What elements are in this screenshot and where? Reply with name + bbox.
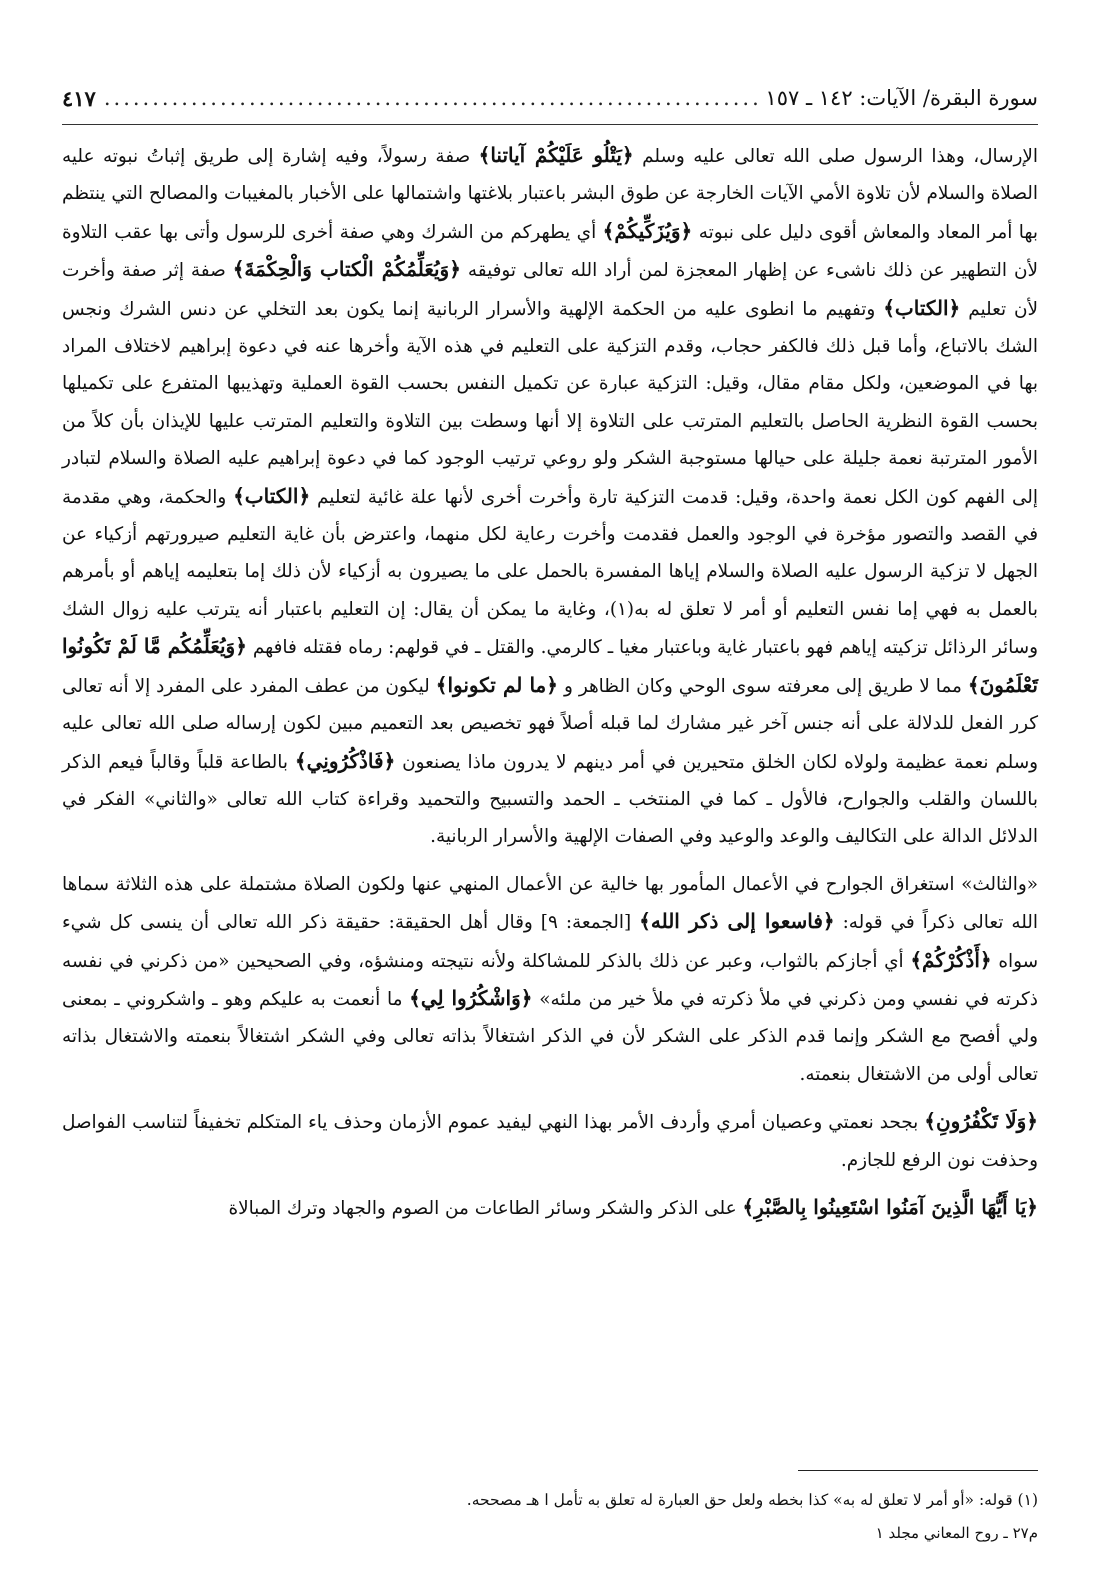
footnote-area [62,1470,1038,1515]
quran-quote: ﴿وَلَا تَكْفُرُونِ﴾ [924,1109,1038,1134]
header-rule [62,124,1038,125]
text-segment: أي أجازكم بالثواب، وعبر عن ذلك بالذكر للمشاكلة ولأنه نتيجته ومنشؤه، وفي الصحيحين «من ذكرني في نفسه ذكرته في نفسي ومن ذكرني في ملأ ذكرته في ملأ خير من ملئه» [62,950,1038,1010]
text-segment: على الذكر والشكر وسائر الطاعات من الصوم والجهاد وترك المبالاة [228,1197,743,1219]
text-segment: بجحد نعمتي وعصيان أمري وأردف الأمر بهذا النهي ليفيد عموم الأزمان وحذف ياء المتكلم تخفيفاً لتناسب الفواصل وحذفت نون الرفع للجازم. [62,1112,1038,1171]
text-segment: والحكمة، وهي مقدمة في القصد والتصور مؤخرة في الوجود والعمل فقدمت وأخرت رعاية لكل منهما، واعترض بأن غاية التعليم صيرورتهم أزكياء عن الجهل لا تزكية الرسول عليه الصلاة والسلام إياها المفسرة بالحمل على ما يصيرون به أزكياء لأن ذلك إما بتعليمه إياهم أو بأمرهم بالعمل به فهي إما نفس التعليم أو أمر لا تعلق له به(١)، وغاية ما يمكن أن يقال: إن التعليم باعتبار أنه يترتب عليه زوال الشك وسائر الرذائل تزكيته إياهم فهو باعتبار غاية وباعتبار مغيا ـ كالرمي. والقتل ـ في قولهم: رماه فقتله فافهم [62,486,1038,659]
text-segment: «والثالث» استغراق الجوارح في الأعمال المأمور بها خالية عن الأعمال المنهي عنها ولكون الصلاة مشتملة على هذه الثلاثة سماها الله تعالى ذكراً في قوله: [62,873,1038,934]
quran-quote: ﴿ما لم تكونوا﴾ [435,672,558,697]
footnote: (١) قوله: «أو أمر لا تعلق له به» كذا بخطه ولعل حق العبارة له تعلق به تأمل ا هـ مصححه. [466,1491,1038,1509]
page [62,78,1038,1548]
running-header [62,78,1038,118]
body-text [62,137,1038,1227]
text-segment: ليكون من عطف المفرد على المفرد إلا أنه تعالى كرر الفعل للدلالة على أنه جنس آخر غير مشارك لما قبله أصلاً فهو تخصيص بعد التعميم مبين لكون إرساله صلى الله تعالى عليه وسلم نعمة عظيمة ولولاه لكان الخلق متحيرين في أمر دينهم لا يدرون ماذا يصنعون [62,675,1038,773]
quran-quote: ﴿فَاذْكُرُونِي﴾ [294,748,396,773]
paragraph [62,1103,1038,1179]
text-segment: الإرسال، وهذا الرسول صلى الله تعالى عليه وسلم [633,146,1039,167]
quran-quote: ﴿وَيُزَكِّيكُمْ﴾ [602,218,693,243]
printer-signature: م٢٧ ـ روح المعاني مجلد ١ [875,1524,1038,1542]
text-segment: بالطاعة قلباً وقالباً فيعم الذكر باللسان والقلب والجوارح، فالأول ـ كما في المنتخب ـ الحمد والتسبيح والتحميد وقراءة كتاب الله تعالى «والثاني» الفكر في الدلائل الدالة على التكاليف والوعد والوعيد وفي الصفات الإلهية والأسرار الربانية. [62,751,1038,848]
page-number: ٤١٧ [62,85,96,111]
paragraph [62,866,1038,1093]
text-segment: ما أنعمت به عليكم وهو ـ واشكروني ـ بمعنى ولي أفصح مع الشكر وإنما قدم الذكر على الشكر لأن في الذكر اشتغالاً بذاته تعالى وفي الشكر اشتغالاً بنعمته والاشتغال بذاته تعالى أولى من الاشتغال بنعمته. [62,988,1038,1085]
quran-quote: ﴿الكتاب﴾ [233,483,311,508]
quran-quote: ﴿وَاشْكُرُوا لِي﴾ [409,985,533,1010]
quran-quote: ﴿أَذْكُرْكُمْ﴾ [910,947,992,972]
paragraph [62,1189,1038,1227]
leader-dots [104,86,758,110]
header-title: سورة البقرة/ الآيات: ١٤٢ ـ ١٥٧ [765,86,1038,110]
quran-quote: ﴿فاسعوا إلى ذكر الله﴾ [639,909,835,934]
text-segment: [الجمعة: ٩] وقال أهل الحقيقة: حقيقة ذكر الله تعالى أن ينسى كل شيء سواه [62,912,1038,972]
text-segment: أي يطهركم من الشرك وهي صفة أخرى للرسول وأتى بها عقب التلاوة لأن التطهير عن ذلك ناشىء عن إظهار المعجزة لمن أراد الله تعالى توفيقه [62,221,1038,282]
text-segment: صفة رسولاً، وفيه إشارة إلى طريق إثباتُ نبوته عليه الصلاة والسلام لأن تلاوة الأمي الآيات الخارجة عن طوق البشر باعتبار بلاغتها واشتمالها على الأخبار بالمغيبات والمصالح التي ينتظم بها أمر المعاد والمعاش أقوى دليل على نبوته [62,146,1039,243]
quran-quote: ﴿يَتْلُو عَلَيْكُمْ آياتنا﴾ [478,143,634,167]
quran-quote: ﴿الكتاب﴾ [883,295,961,320]
text-segment: مما لا طريق إلى معرفته سوى الوحي وكان الظاهر و [557,675,968,697]
footnote-separator [798,1470,1038,1471]
text-segment: وتفهيم ما انطوى عليه من الحكمة الإلهية والأسرار الربانية إنما يكون بعد التخلي عن دنس الشرك ونجس الشك بالاتباع، وأما قبل ذلك فالكفر حجاب، وقدم التزكية على التعليم في هذه الآية وأخرها عنه في دعوة إبراهيم لاختلاف المراد بها في الموضعين، ولكل مقام مقال، وقيل: التزكية عبارة عن تكميل النفس بحسب القوة العملية وتهذيبها المتفرع على تكميلها بحسب القوة النظرية الحاصل بالتعليم المترتب على التلاوة إلا أنها وسطت بين التلاوة والتعليم المترتب عليها للإيذان بأن كلاً من الأمور المترتبة نعمة جليلة على حيالها مستوجبة الشكر ولو روعي ترتيب الوجود كما في دعوة إبراهيم عليه الصلاة والسلام لتبادر إلى الفهم كون الكل نعمة واحدة، وقيل: قدمت التزكية تارة وأخرت أخرى لأنها علة غائية لتعليم [62,298,1039,508]
quran-quote: ﴿وَيُعَلِّمُكُمْ الْكتاب وَالْحِكْمَةَ﴾ [232,257,461,282]
quran-quote: ﴿يَا أَيُّهَا الَّذِينَ آمَنُوا اسْتَعِينُوا بِالصَّبْرِ﴾ [742,1194,1038,1219]
text-segment: صفة إثر صفة وأخرت لأن تعليم [62,260,1038,320]
paragraph [62,137,1038,856]
quran-quote: ﴿وَيُعَلِّمُكُم مَّا لَمْ تَكُونُوا تَعْلَمُونَ﴾ [62,634,1038,697]
